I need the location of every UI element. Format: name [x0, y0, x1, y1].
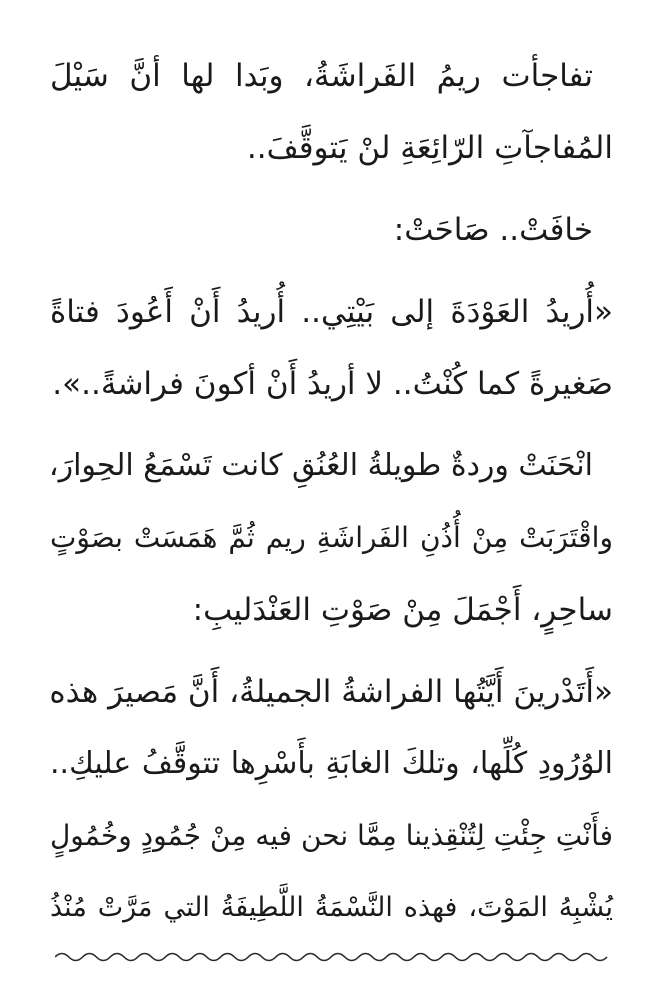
paragraph [50, 40, 613, 184]
wavy-divider [55, 950, 610, 964]
paragraph [50, 430, 613, 646]
text-line: يُشْبِهُ المَوْتَ، فهذه النَّسْمَةُ اللَّطِيفَةُ التي مَرَّتْ مُنْذُ [50, 892, 613, 923]
paragraph [50, 656, 613, 944]
text-line: الوُرُودِ كُلِّها، وتلكَ الغابَةِ بأَسْرِها تتوقَّفُ عليكِ.. [50, 746, 613, 781]
text-line: «أُريدُ العَوْدَةَ إلى بَيْتِي.. أُريدُ أَنْ أَعُودَ فتاةً [50, 294, 613, 330]
text-line: المُفاجآتِ الرّائِعَةِ لنْ يَتوقَّفَ.. [246, 130, 613, 166]
text-line: تفاجأت ريمُ الفَراشَةُ، وبَدا لها أنَّ سَيْلَ [50, 58, 593, 94]
paragraph [50, 194, 613, 266]
paragraph [50, 276, 613, 420]
text-line: خافَتْ.. صَاحَتْ: [393, 212, 593, 248]
story-text [50, 40, 613, 944]
text-line: «أَتَدْرينَ أَيَّتُها الفراشةُ الجميلةُ، أَنَّ مَصيرَ هذه [49, 674, 613, 710]
text-line: صَغيرةً كما كُنْتُ.. لا أريدُ أَنْ أكونَ فراشةً..». [52, 366, 613, 402]
text-line: فأَنْتِ جِئْتِ لِتُنْقِذينا مِمَّا نحن فيه مِنْ جُمُودٍ وخُمُولٍ [49, 819, 613, 852]
text-line: ساحِرٍ، أَجْمَلَ مِنْ صَوْتِ العَنْدَليبِ: [192, 592, 613, 628]
text-line: واقْتَرَبَتْ مِنْ أُذُنِ الفَراشَةِ ريم ثُمَّ هَمَسَتْ بصَوْتٍ [50, 521, 613, 554]
text-line: انْحَنَتْ وردةٌ طويلةُ العُنُقِ كانت تَسْمَعُ الحِوارَ، [48, 448, 593, 483]
